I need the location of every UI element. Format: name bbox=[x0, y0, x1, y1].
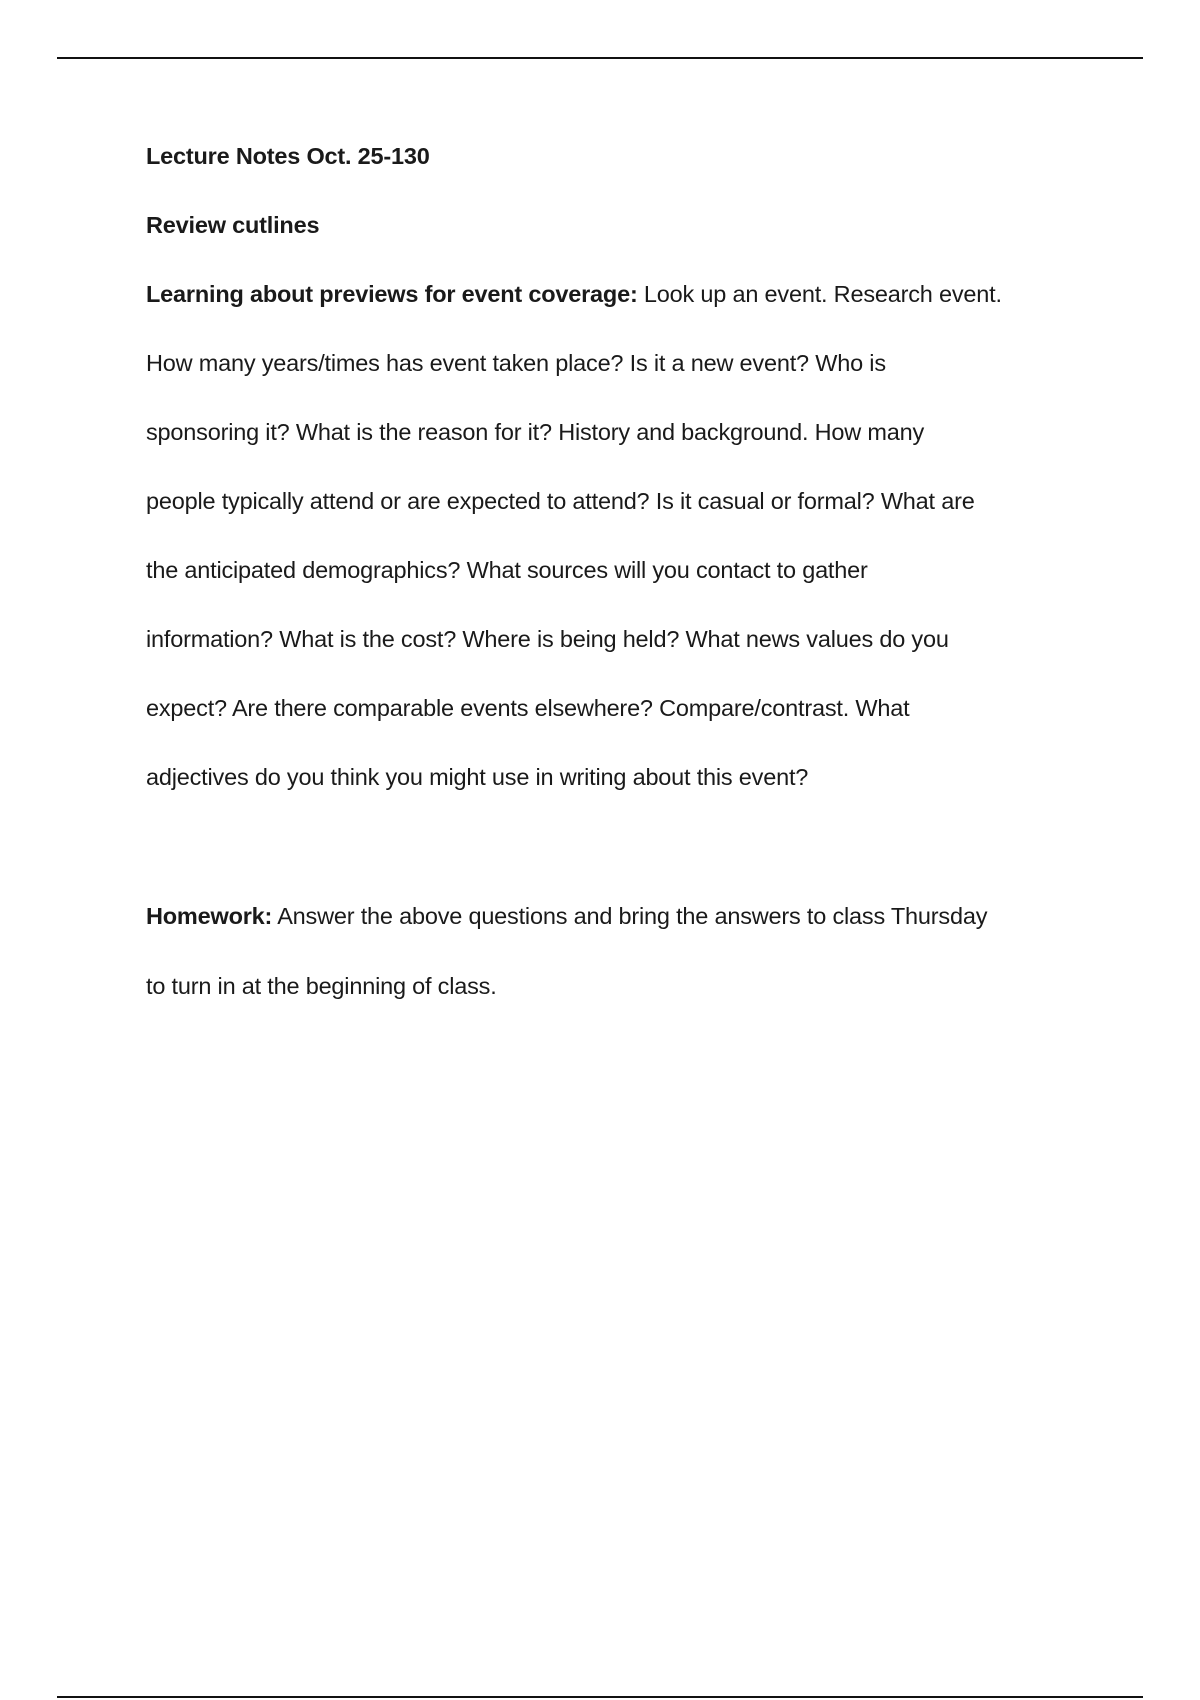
homework-section bbox=[146, 900, 987, 1040]
homework-line bbox=[146, 900, 987, 970]
section-line bbox=[146, 278, 1002, 347]
header-rule bbox=[57, 57, 1143, 59]
homework-line: to turn in at the beginning of class. bbox=[146, 973, 497, 999]
document-subtitle: Review cutlines bbox=[146, 212, 320, 238]
section-text: Look up an event. Research event. bbox=[637, 281, 1002, 307]
section-line: the anticipated demographics? What sources will you contact to gather bbox=[146, 557, 868, 583]
homework-text: Answer the above questions and bring the answers to class Thursday bbox=[272, 903, 988, 929]
section-line: How many years/times has event taken place? Is it a new event? Who is bbox=[146, 350, 886, 376]
section-line: adjectives do you think you might use in writing about this event? bbox=[146, 764, 809, 790]
previews-section bbox=[146, 278, 1002, 830]
section-line: sponsoring it? What is the reason for it? History and background. How many bbox=[146, 419, 925, 445]
section-line: expect? Are there comparable events elsewhere? Compare/contrast. What bbox=[146, 695, 910, 721]
homework-label: Homework: bbox=[146, 903, 273, 929]
section-line: information? What is the cost? Where is being held? What news values do you bbox=[146, 626, 949, 652]
section-line: people typically attend or are expected to attend? Is it casual or formal? What are bbox=[146, 488, 975, 514]
footer-rule bbox=[57, 1696, 1143, 1698]
section-heading: Learning about previews for event coverage: bbox=[146, 281, 638, 307]
document-title: Lecture Notes Oct. 25-130 bbox=[146, 143, 430, 169]
